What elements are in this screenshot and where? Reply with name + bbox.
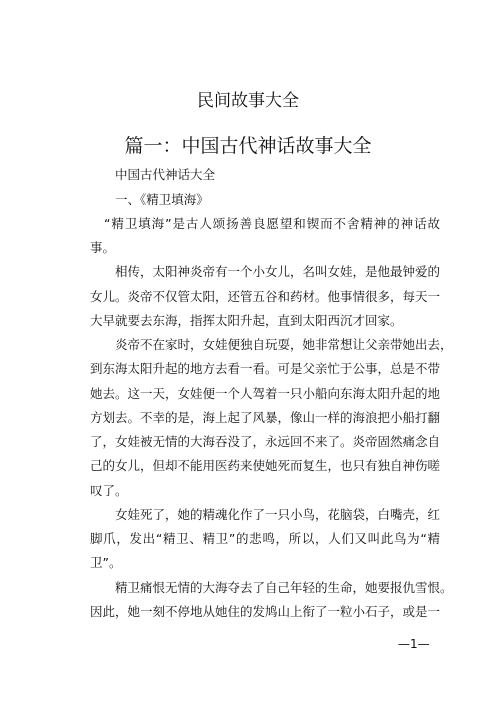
body-line: 大早就要去东海，指挥太阳升起，直到太阳西沉才回家。 xyxy=(90,313,403,328)
body-line: 事。 xyxy=(90,240,116,255)
body-line: 精卫痛恨无情的大海夺去了自己年轻的生命，她要报仇雪恨。 xyxy=(115,580,453,595)
section-label: 中国古代神话大全 xyxy=(115,167,216,182)
body-line: 女娃死了，她的精魂化作了一只小鸟，花脑袋，白嘴壳，红 xyxy=(115,507,441,522)
body-line: 相传，太阳神炎帝有一个小女儿，名叫女娃，是他最钟爱的 xyxy=(115,264,441,279)
body-line: 炎帝不在家时，女娃便独自玩耍，她非常想让父亲带她出去， xyxy=(115,337,453,352)
body-line: 因此，她一刻不停地从她住的发鸠山上衔了一粒小石子，或是一 xyxy=(90,604,441,619)
body-line: 她去。这一天，女娃便一个人驾着一只小船向东海太阳升起的地 xyxy=(90,386,441,401)
story-heading: 一、《精卫填海》 xyxy=(115,192,209,207)
document-title: 民间故事大全 xyxy=(197,91,299,111)
body-line: 女儿。炎帝不仅管太阳，还管五谷和药材。他事情很多，每天一 xyxy=(90,289,441,304)
page-number: —1— xyxy=(398,637,430,651)
body-line: “精卫填海”是古人颂扬善良愿望和锲而不舍精神的神话故 xyxy=(104,216,440,231)
body-line: 到东海太阳升起的地方去看一看。可是父亲忙于公事，总是不带 xyxy=(90,361,441,376)
body-line: 方划去。不幸的是，海上起了风暴，像山一样的海浪把小船打翻 xyxy=(90,410,441,425)
body-line: 叹了。 xyxy=(90,483,128,498)
chapter-title: 篇一：中国古代神话故事大全 xyxy=(124,135,372,157)
body-line: 脚爪，发出“精卫、精卫”的悲鸣，所以，人们又叫此鸟为“精 xyxy=(90,531,440,546)
body-line: 己的女儿，但却不能用医药来使她死而复生，也只有独自神伤嗟 xyxy=(90,458,441,473)
body-line: 了，女娃被无情的大海吞没了，永远回不来了。炎帝固然痛念自 xyxy=(90,434,441,449)
body-line: 卫”。 xyxy=(90,555,122,570)
